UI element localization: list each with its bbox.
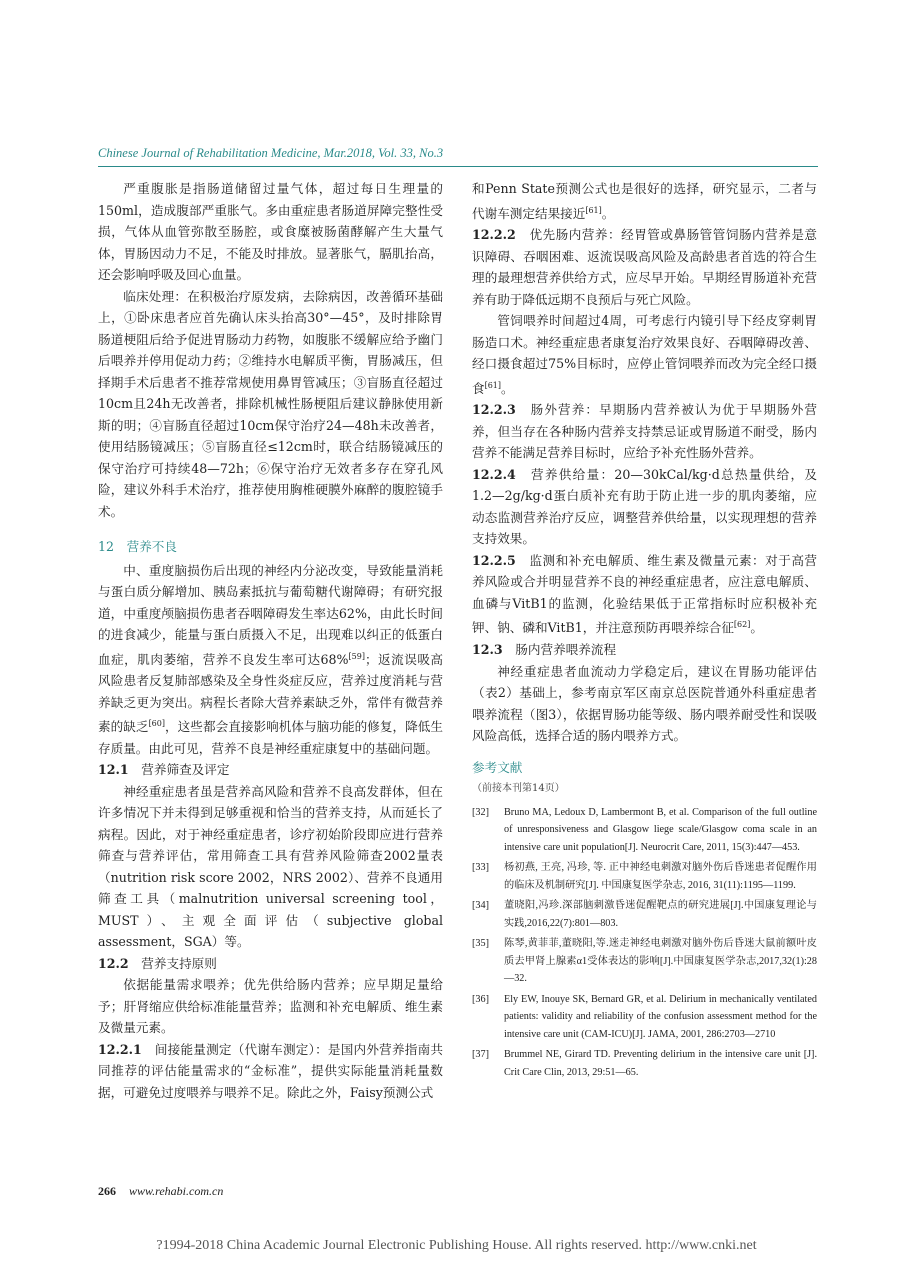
site-url[interactable]: www.rehabi.com.cn [129,1184,224,1198]
paragraph: 12.2.3 肠外营养：早期肠内营养被认为优于早期肠外营养，但当存在各种肠内营养支持禁忌证或胃肠道不耐受，肠内营养不能满足营养目标时，应给予补充性肠外营养。 [472,402,818,461]
citation[interactable]: [60] [148,719,165,729]
reference-item [472,897,817,932]
reference-number: [37] [472,1049,489,1061]
paragraph: 和Penn State预测公式也是很好的选择，研究显示，二者与代谢车测定结果接近[61]。 [472,181,817,221]
reference-item [472,935,817,988]
reference-number: [32] [472,806,489,818]
journal-header: Chinese Journal of Rehabilitation Medicine, Mar.2018, Vol. 33, No.3 [98,146,444,160]
reference-number: [36] [472,993,489,1005]
reference-item [472,1046,817,1081]
paragraph: 12.2.1 间接能量测定（代谢车测定）：是国内外营养指南共同推荐的评估能量需求的“金标准”，提供实际能量消耗量数据，可避免过度喂养与喂养不足。除此之外，Faisy预测公式 [98,1041,444,1100]
reference-text: 董晓阳,冯珍.深部脑刺激昏迷促醒靶点的研究进展[J].中国康复理论与实践,2016,22(7):801—803. [504,900,817,929]
paragraph: 12.2.2 优先肠内营养：经胃管或鼻肠管管饲肠内营养是意识障碍、吞咽困难、返流误吸高风险及高龄患者首选的符合生理的最理想营养供给方式，应尽早开始。早期经胃肠道补充营养有助于降低远期不良预后与死亡风险。 [472,227,818,307]
paragraph: 管饲喂养时间超过4周，可考虑行内镜引导下经皮穿刺胃肠造口术。神经重症患者康复治疗效果良好、吞咽障碍改善、经口摄食超过75%目标时，应停止管饲喂养而改为完全经口摄食[61]。 [472,313,817,396]
left-column [98,178,443,1103]
reference-text: Ely EW, Inouye SK, Bernard GR, et al. Delirium in mechanically ventilated patients: validity and reliability of the confusion assessment method for the intensive care unit (CAM-ICU)[J]. JAMA, 2001, 286:2703—2710 [504,993,817,1040]
section-heading-12: 12 营养不良 [98,539,177,554]
citation[interactable]: [59] [348,651,365,661]
references-heading: 参考文献 [472,759,523,775]
paragraph: 严重腹胀是指肠道储留过量气体，超过每日生理量的150ml，造成腹部严重胀气。多由重症患者肠道屏障完整性受损，气体从血管弥散至肠腔，或食糜被肠菌酵解产生大量气体，胃肠因动力不足，不能及时排放。显著胀气，膈肌抬高，还会影响呼吸及回心血量。 [98,181,443,282]
reference-text: Brummel NE, Girard TD. Preventing delirium in the intensive care unit [J]. Crit Care Clin, 2013, 29:51—65. [504,1049,817,1078]
section-heading-12-3: 12.3 肠内营养喂养流程 [472,642,617,658]
header-rule [98,166,818,167]
paragraph: 神经重症患者血流动力学稳定后，建议在胃肠功能评估（表2）基础上，参考南京军区南京总医院普通外科重症患者喂养流程（图3），依据胃肠功能等级、肠内喂养耐受性和误吸风险高低，选择合适的肠内喂养方式。 [472,663,817,744]
reference-number: [34] [472,900,489,912]
copyright-line: ?1994-2018 China Academic Journal Electronic Publishing House. All rights reserved. http://www.cnki.net [156,1238,757,1253]
reference-item [472,991,817,1044]
paragraph: 12.2.4 营养供给量：20—30kCal/kg·d总热量供给，及1.2—2g/kg·d蛋白质补充有助于防止进一步的肌肉萎缩，应动态监测营养治疗反应，调整营养供给量，以实现理想的营养支持效果。 [472,466,818,547]
references-note: （前接本刊第14页） [472,783,565,795]
reference-number: [35] [472,938,489,950]
reference-text: 陈琴,黄菲菲,董晓阳,等.迷走神经电刺激对脑外伤后昏迷大鼠前额叶皮质去甲肾上腺素α1受体表达的影响[J].中国康复医学杂志,2017,32(1):28—32. [504,938,817,985]
right-column [472,178,817,1084]
paragraph: 临床处理：在积极治疗原发病，去除病因，改善循环基础上，①卧床患者应首先确认床头抬高30°—45°，及时排除胃肠道梗阻后给予促进胃肠动力药物，如腹胀不缓解应给予幽门后喂养并停用促动力药；②维持水电解质平衡，胃肠减压，但择期手术后患者不推荐常规使用鼻胃管减压；③盲肠直径超过10cm且24h无改善者，排除机械性肠梗阻后建议静脉使用新斯的明；④盲肠直径超过10cm保守治疗24—48h未改善者，使用结肠镜减压；⑤盲肠直径≤12cm时，联合结肠镜减压的保守治疗可持续48—72h；⑥保守治疗无效者多存在穿孔风险，建议外科手术治疗，推荐使用胸椎硬膜外麻醉的腹腔镜手术。 [98,288,443,519]
paragraph: 神经重症患者虽是营养高风险和营养不良高发群体，但在许多情况下并未得到足够重视和恰当的营养支持，从而延长了病程。因此，对于神经重症患者，诊疗初始阶段即应进行营养筛查与营养评估，常用筛查工具有营养风险筛查2002量表（nutrition risk score 2002，NRS 2002）、营养不良通用筛查工具（malnutrition universal screening tool，MUST）、主观全面评估（subjective global assessment，SGA）等。 [98,783,443,950]
paragraph: 依据能量需求喂养；优先供给肠内营养；应早期足量给予；肝肾缩应供给标准能量营养；监测和补充电解质、维生素及微量元素。 [98,977,443,1036]
paragraph: 中、重度脑损伤后出现的神经内分泌改变，导致能量消耗与蛋白质分解增加、胰岛素抵抗与葡萄糖代谢障碍；有研究报道，中重度颅脑损伤患者吞咽障碍发生率达62%，由此长时间的进食减少，能量与蛋白质摄入不足，出现难以纠正的低蛋白血症，肌肉萎缩，营养不良发生率可达68%[59]；返流误吸高风险患者反复肺部感染及全身性炎症反应，营养过度消耗与营养缺乏更为突出。病程长者除大营养素缺乏外，常伴有微营养素的缺乏[60]，这些都会直接影响机体与脑功能的修复，降低生存质量。由此可见，营养不良是神经重症康复中的基础问题。 [98,562,444,756]
reference-text: 杨初燕, 王亮, 冯珍, 等. 正中神经电刺激对脑外伤后昏迷患者促醒作用的临床及机制研究[J]. 中国康复医学杂志, 2016, 31(11):1195—1199. [504,862,817,891]
citation[interactable]: [61] [484,380,502,390]
citation[interactable]: [62] [733,620,751,630]
section-heading-12-2: 12.2 营养支持原则 [98,955,217,971]
reference-item [472,859,817,894]
reference-item [472,804,817,857]
reference-list [472,804,817,1082]
page-number: 266 [98,1184,116,1198]
paragraph: 12.2.5 监测和补充电解质、维生素及微量元素：对于高营养风险或合并明显营养不良的神经重症患者，应注意电解质、血磷与VitB1的监测，化验结果低于正常指标时应积极补充钾、钠、磷和VitB1，并注意预防再喂养综合征[62]。 [472,552,818,636]
citation[interactable]: [61] [585,205,602,215]
page-footer [98,1184,223,1199]
reference-number: [33] [472,862,489,874]
section-heading-12-1: 12.1 营养筛查及评定 [98,762,230,778]
reference-text: Bruno MA, Ledoux D, Lambermont B, et al. Comparison of the full outline of unresponsiveness and Glasgow liege scale/Glasgow coma scale in an intensive care unit population[J]. Neurocrit Care, 2011, 15(3):447—453. [504,806,817,853]
